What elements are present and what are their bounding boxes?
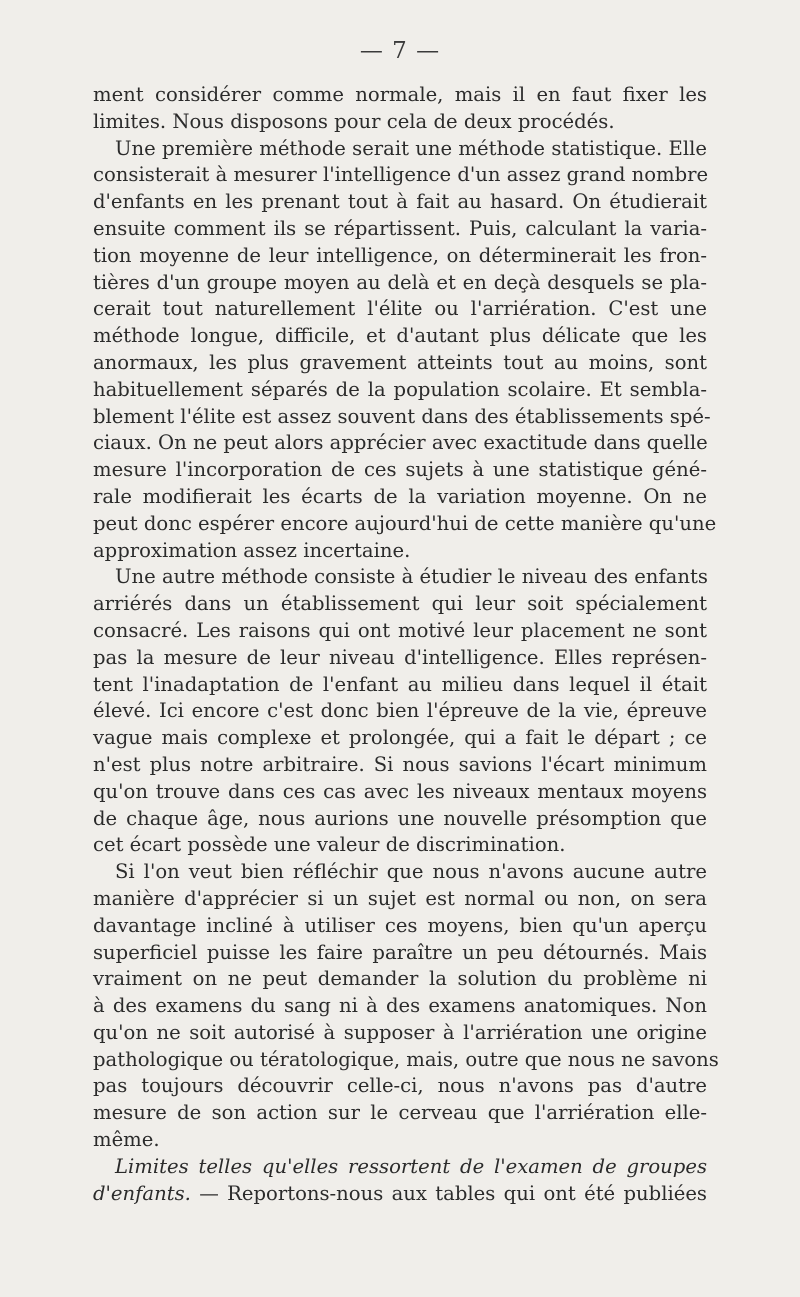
- text-line: superficiel puisse les faire paraître un peu détournés. Mais: [93, 940, 707, 964]
- text-line: davantage incliné à utiliser ces moyens, bien qu'un aperçu: [93, 913, 707, 937]
- text-line: habituellement séparés de la population scolaire. Et sembla-: [93, 377, 707, 401]
- text-line: manière d'apprécier si un sujet est normal ou non, on sera: [93, 886, 707, 910]
- text-line: peut donc espérer encore aujourd'hui de cette manière qu'une: [93, 511, 717, 535]
- text-line: élevé. Ici encore c'est donc bien l'épreuve de la vie, épreuve: [93, 699, 707, 723]
- text-line: cerait tout naturellement l'élite ou l'arriération. C'est une: [93, 297, 707, 321]
- text-line: vague mais complexe et prolongée, qui a fait le départ ; ce: [93, 726, 707, 750]
- text-line: tières d'un groupe moyen au delà et en deçà desquels se pla-: [93, 270, 707, 294]
- section-heading-line: Limites telles qu'elles ressortent de l'examen de groupes: [115, 1154, 707, 1178]
- text-line: même.: [93, 1128, 160, 1152]
- text-line: pathologique ou tératologique, mais, outre que nous ne savons: [93, 1047, 719, 1071]
- text-line-rest: — Reportons-nous aux tables qui ont été publiées: [190, 1181, 707, 1205]
- text-line: tion moyenne de leur intelligence, on déterminerait les fron-: [93, 243, 707, 267]
- text-line: à des examens du sang ni à des examens anatomiques. Non: [93, 994, 707, 1018]
- text-line: ensuite comment ils se répartissent. Puis, calculant la varia-: [93, 216, 707, 240]
- text-line: qu'on ne soit autorisé à supposer à l'arriération une origine: [93, 1020, 707, 1044]
- section-heading-continuation: [93, 1181, 707, 1208]
- text-line: mesure l'incorporation de ces sujets à une statistique géné-: [93, 458, 707, 482]
- text-line: Une autre méthode consiste à étudier le niveau des enfants: [115, 565, 708, 589]
- text-line: méthode longue, difficile, et d'autant plus délicate que les: [93, 324, 707, 348]
- text-line: pas la mesure de leur niveau d'intelligence. Elles représen-: [93, 645, 707, 669]
- text-line: pas toujours découvrir celle-ci, nous n'avons pas d'autre: [93, 1074, 707, 1098]
- page-number: — 7 —: [359, 38, 441, 64]
- text-line: arriérés dans un établissement qui leur soit spécialement: [93, 592, 707, 616]
- text-line: mesure de son action sur le cerveau que l'arriération elle-: [93, 1101, 707, 1125]
- body-text: [93, 82, 719, 1207]
- text-line: limites. Nous disposons pour cela de deux procédés.: [93, 109, 615, 133]
- section-heading-end: d'enfants.: [93, 1181, 191, 1205]
- text-line: cet écart possède une valeur de discrimination.: [93, 833, 566, 857]
- text-line: de chaque âge, nous aurions une nouvelle présomption que: [93, 806, 707, 830]
- text-line: approximation assez incertaine.: [93, 538, 411, 562]
- text-line: rale modifierait les écarts de la variation moyenne. On ne: [93, 484, 707, 508]
- text-line: anormaux, les plus gravement atteints tout au moins, sont: [93, 350, 707, 374]
- text-line: n'est plus notre arbitraire. Si nous savions l'écart minimum: [93, 752, 707, 776]
- text-line: d'enfants en les prenant tout à fait au hasard. On étudierait: [93, 190, 707, 214]
- text-line: tent l'inadaptation de l'enfant au milieu dans lequel il était: [93, 672, 707, 696]
- text-line: ment considérer comme normale, mais il en faut fixer les: [93, 83, 707, 106]
- text-line: Une première méthode serait une méthode statistique. Elle: [115, 136, 707, 160]
- text-line: qu'on trouve dans ces cas avec les niveaux mentaux moyens: [93, 779, 707, 803]
- text-line: Si l'on veut bien réfléchir que nous n'avons aucune autre: [115, 860, 707, 884]
- text-line: consacré. Les raisons qui ont motivé leur placement ne sont: [93, 618, 707, 642]
- text-line: consisterait à mesurer l'intelligence d'un assez grand nombre: [93, 163, 709, 187]
- text-line: ciaux. On ne peut alors apprécier avec exactitude dans quelle: [93, 431, 708, 455]
- text-line: blement l'élite est assez souvent dans des établissements spé-: [93, 404, 711, 428]
- text-line: vraiment on ne peut demander la solution du problème ni: [93, 967, 707, 991]
